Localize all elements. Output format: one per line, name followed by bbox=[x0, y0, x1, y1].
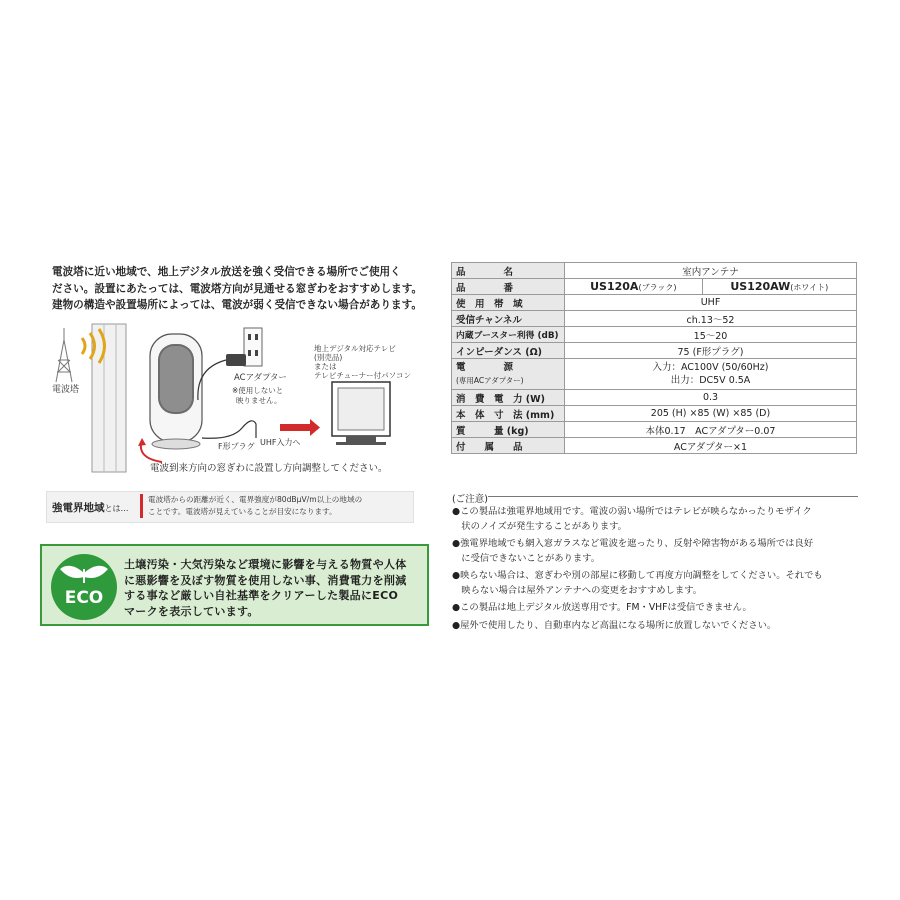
power-outlet-icon bbox=[244, 328, 262, 366]
note-line: 状のノイズが発生することがあります。 bbox=[452, 520, 627, 532]
spec-value: ch.13〜52 bbox=[565, 311, 857, 327]
spec-label: 内蔵ブースター利得 (dB) bbox=[452, 327, 565, 343]
table-row bbox=[452, 279, 857, 295]
spec-label: 本 体 寸 法 (mm) bbox=[452, 406, 565, 422]
spec-value bbox=[565, 359, 857, 390]
list-item bbox=[452, 619, 862, 634]
tv-label-line: または bbox=[314, 362, 337, 371]
adapter-note-line: ※使用しないと bbox=[232, 386, 284, 395]
spec-value: 75 (F形プラグ) bbox=[565, 343, 857, 359]
eco-logo-text: ECO bbox=[64, 588, 104, 608]
definition-line: 電波塔からの距離が近く、電界強度が80dBμV/m以上の地域の bbox=[148, 495, 363, 504]
definition-term bbox=[52, 500, 129, 515]
eco-line: 土壌汚染・大気汚染など環境に影響を与える物質や人体 bbox=[124, 558, 407, 571]
eco-logo bbox=[50, 553, 118, 621]
model-b bbox=[702, 279, 856, 295]
model-b-note: (ホワイト) bbox=[790, 283, 829, 292]
definition-term-suffix: とは… bbox=[104, 504, 129, 513]
definition-line: ことです。電波塔が見えていることが目安になります。 bbox=[148, 507, 337, 516]
eco-line: する事など厳しい自社基準をクリアーした製品にECO bbox=[124, 589, 399, 602]
intro-text bbox=[52, 264, 423, 314]
spec-value: UHF bbox=[565, 295, 857, 311]
spec-value: 0.3 bbox=[565, 390, 857, 406]
table-row bbox=[452, 311, 857, 327]
adapter-label: ACアダプター bbox=[234, 373, 287, 383]
tower-label: 電波塔 bbox=[52, 385, 80, 395]
table-row bbox=[452, 359, 857, 390]
tower-icon bbox=[56, 328, 72, 382]
note-line: ●映らない場合は、窓ぎわや別の部屋に移動して再度方向調整をしてください。それでも bbox=[452, 570, 823, 581]
model-b-code: US120AW bbox=[730, 280, 791, 293]
note-line: ●強電界地域でも網入窓ガラスなど電波を遮ったり、反射や障害物がある場所では良好 bbox=[452, 538, 814, 549]
table-row bbox=[452, 406, 857, 422]
definition-accent-bar bbox=[140, 494, 143, 518]
tv-icon bbox=[332, 382, 390, 445]
antenna-icon bbox=[150, 334, 202, 449]
eco-line: に悪影響を及ぼす物質を使用しない事、消費電力を削減 bbox=[124, 573, 407, 587]
definition-text bbox=[148, 494, 362, 518]
spec-label: 質 量 (kg) bbox=[452, 422, 565, 438]
diagram-caption: 電波到来方向の窓ぎわに設置し方向調整してください。 bbox=[150, 463, 388, 474]
intro-line: 建物の構造や設置場所によっては、電波が弱く受信できない場合があります。 bbox=[52, 299, 422, 311]
note-line: ●屋外で使用したり、自動車内など高温になる場所に放置しないでください。 bbox=[452, 619, 777, 631]
eco-line: マークを表示しています。 bbox=[124, 604, 259, 618]
spec-value: 室内アンテナ bbox=[565, 263, 857, 279]
spec-value: 205 (H) ×85 (W) ×85 (D) bbox=[565, 406, 857, 422]
spec-label: 受信チャンネル bbox=[452, 311, 565, 327]
spec-label: 使 用 帯 域 bbox=[452, 295, 565, 311]
adapter-note-line: 映りません。 bbox=[236, 396, 282, 405]
spec-value: 15〜20 bbox=[565, 327, 857, 343]
model-a-note: (ブラック) bbox=[638, 283, 677, 292]
eco-leaf-icon bbox=[50, 553, 118, 621]
spec-value-line: 出力：DC5V 0.5A bbox=[670, 375, 751, 386]
notes-divider bbox=[488, 496, 858, 497]
uhf-arrow-icon bbox=[280, 419, 320, 436]
note-line: ●この製品は地上デジタル放送専用です。FM・VHFは受信できません。 bbox=[452, 602, 752, 613]
spec-value: 本体0.17 ACアダプター0.07 bbox=[565, 422, 857, 438]
spec-label bbox=[452, 359, 565, 390]
list-item bbox=[452, 537, 862, 566]
note-line: 映らない場合は屋外アンテナへの変更をおすすめします。 bbox=[452, 584, 702, 596]
intro-line: 電波塔に近い地域で、地上デジタル放送を強く受信できる場所でご使用く bbox=[52, 266, 401, 278]
uhf-label: UHF入力へ bbox=[260, 438, 301, 447]
list-item bbox=[452, 601, 862, 616]
spec-table bbox=[451, 262, 857, 454]
eco-text bbox=[124, 557, 424, 619]
spec-label: 付 属 品 bbox=[452, 438, 565, 454]
table-row bbox=[452, 390, 857, 406]
note-line: に受信できないことがあります。 bbox=[452, 552, 601, 564]
notes-title: (ご注意) bbox=[452, 494, 488, 505]
model-a bbox=[565, 279, 703, 295]
spec-label: 品 名 bbox=[452, 263, 565, 279]
note-line: ●この製品は強電界地域用です。電波の弱い場所ではテレビが映らなかったりモザイク bbox=[452, 506, 812, 517]
table-row bbox=[452, 263, 857, 279]
fplug-label: F形プラグ bbox=[218, 442, 255, 451]
table-row bbox=[452, 343, 857, 359]
table-row bbox=[452, 438, 857, 454]
spec-label: 品 番 bbox=[452, 279, 565, 295]
window-frame bbox=[92, 324, 126, 472]
intro-line: ださい。設置にあたっては、電波塔方向が見通せる窓ぎわをおすすめします。 bbox=[52, 282, 423, 295]
table-row bbox=[452, 295, 857, 311]
spec-label-sub: (専用ACアダプター) bbox=[456, 376, 524, 385]
definition-term-word: 強電界地域 bbox=[52, 502, 105, 514]
model-a-code: US120A bbox=[590, 280, 639, 293]
tv-label-line: 地上デジタル対応テレビ bbox=[314, 344, 396, 353]
table-row bbox=[452, 327, 857, 343]
installation-diagram bbox=[46, 320, 416, 480]
spec-value: ACアダプター×1 bbox=[565, 438, 857, 454]
tv-label-line: テレビチューナー付パソコン bbox=[314, 371, 411, 380]
spec-label: 消 費 電 力 (W) bbox=[452, 390, 565, 406]
spec-label-main: 電 源 bbox=[456, 362, 514, 373]
ac-adapter-icon bbox=[226, 354, 246, 366]
table-row bbox=[452, 422, 857, 438]
spec-value-line: 入力：AC100V (50/60Hz) bbox=[652, 362, 769, 373]
spec-label: インピーダンス (Ω) bbox=[452, 343, 565, 359]
list-item bbox=[452, 505, 862, 534]
list-item bbox=[452, 569, 862, 598]
tv-label-line: (別売品) bbox=[314, 353, 343, 362]
notes-list bbox=[452, 505, 862, 633]
